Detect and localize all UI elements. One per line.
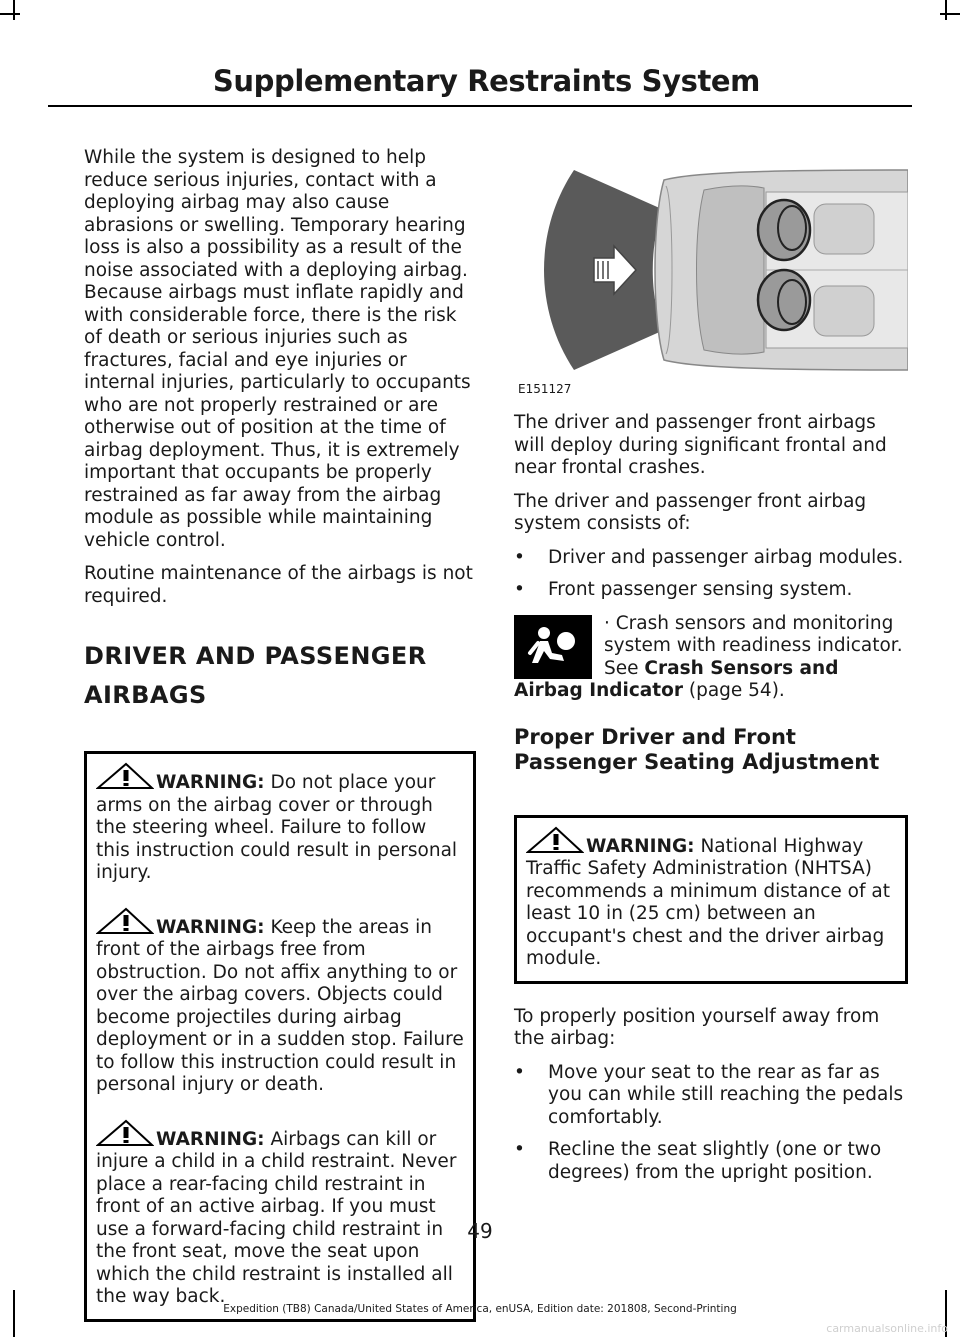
position-paragraph: To properly position yourself away from the airbag:: [514, 1005, 880, 1049]
airbag-indicator-row: [514, 613, 908, 703]
warning-triangle-icon: [96, 1119, 154, 1147]
list-item: • Recline the seat slightly (one or two degrees) from the upright position.: [514, 1139, 908, 1184]
figure-code: E151127: [518, 381, 572, 396]
airbag-indicator-icon: [514, 615, 592, 679]
maintenance-paragraph: Routine maintenance of the airbags is not required.: [84, 563, 473, 607]
system-paragraph: The driver and passenger front airbag system consists of:: [514, 490, 867, 534]
list-item: • Driver and passenger airbag modules.: [514, 547, 908, 570]
warning-item: [96, 762, 465, 885]
warning-triangle-icon: [96, 907, 154, 935]
vehicle-top-view-image: [514, 140, 908, 402]
list-item: • Move your seat to the rear as far as you can while still reaching the pedals comfortably.: [514, 1062, 908, 1130]
crop-mark: [13, 0, 15, 20]
crop-mark: [0, 13, 20, 15]
warning-label: WARNING:: [156, 772, 265, 793]
section-title-line: DRIVER AND PASSENGER: [84, 642, 427, 670]
subsection-title: Proper Driver and Front Passenger Seating Adjustment: [514, 724, 880, 774]
page-title: Supplementary Restraints System: [212, 64, 760, 98]
header-divider: [48, 105, 912, 107]
intro-paragraph: While the system is designed to help reduce serious injuries, contact with a deploying airbag may also cause abrasions or swelling. Temporary hearing loss is also a possibility as a result of the noise associated with a deploying airbag. Because airbags must inflate rapidly and with considerable force, there is the risk of death or serious injuries such as fractures, facial and eye injuries or internal injuries, particularly to occupants who are not properly restrained or are otherwise out of position at the time of airbag deployment. Thus, it is extremely important that occupants be properly restrained as far away from the airbag module as possible while maintaining vehicle control.: [84, 147, 471, 551]
footer-edition-info: Expedition (TB8) Canada/United States of America, enUSA, Edition date: 201808, Second-Printing: [223, 1303, 737, 1315]
airbag-deployment-illustration: [514, 140, 908, 402]
section-title-line: AIRBAGS: [84, 681, 207, 709]
warning-label: WARNING:: [586, 835, 695, 857]
warning-triangle-icon: [526, 826, 584, 854]
warning-text: Airbags can kill or injure a child in a child restraint. Never place a rear-facing child restraint in front of an active airbag. If you must use a forward-facing child restraint in the front seat, move the seat upon which the child restraint is installed all the way back.: [96, 1128, 457, 1307]
section-title: [84, 641, 476, 711]
left-column: [84, 147, 476, 1332]
deploy-paragraph: The driver and passenger front airbags will deploy during significant frontal and near frontal crashes.: [514, 412, 887, 478]
warning-triangle-icon: [96, 762, 154, 790]
warning-text: Do not place your arms on the airbag cover or through the steering wheel. Failure to follow this instruction could result in personal injury.: [96, 772, 458, 883]
warning-text: National Highway Traffic Safety Administration (NHTSA) recommends a minimum distance of at least 10 in (25 cm) between an occupant's chest and the driver airbag module.: [526, 835, 890, 969]
system-components-list: [514, 547, 908, 602]
warning-item: [96, 1119, 465, 1309]
warning-box: [514, 815, 908, 984]
crash-sensors-link[interactable]: Crash Sensors and Airbag Indicator: [514, 657, 839, 701]
warning-item: [96, 907, 465, 1097]
right-column: [514, 140, 908, 1195]
page-reference: (page 54).: [688, 680, 785, 701]
positioning-list: [514, 1062, 908, 1185]
crop-mark: [945, 0, 947, 20]
warning-label: WARNING:: [156, 916, 265, 938]
airbag-indicator-text: · Crash sensors and monitoring system with readiness indicator. See: [604, 612, 903, 679]
crop-mark: [940, 13, 960, 15]
page-number: 49: [467, 1219, 493, 1243]
warning-text: Keep the areas in front of the airbags free from obstruction. Do not affix anything to or over the airbag covers. Objects could become projectiles during airbag deployment or in a sudden stop. Failure to follow this instruction could result in personal injury or death.: [96, 916, 464, 1095]
warning-label: WARNING:: [156, 1128, 265, 1150]
warning-item: [526, 826, 897, 971]
list-item: • Front passenger sensing system.: [514, 579, 908, 602]
watermark: carmanualsonline.info: [826, 1322, 948, 1335]
